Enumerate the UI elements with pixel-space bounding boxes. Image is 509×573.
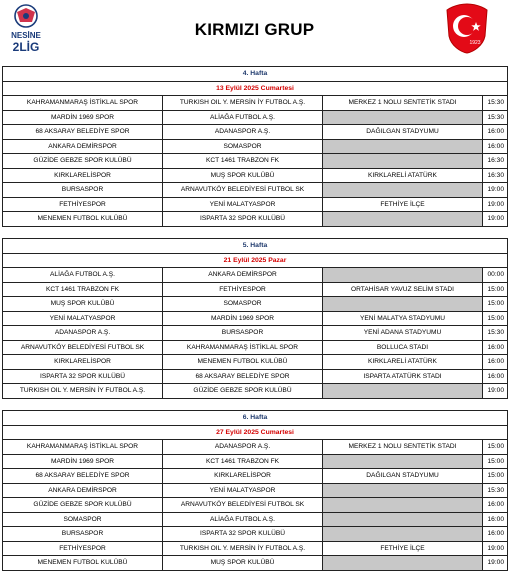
stadium: KIRKLARELİ ATATÜRK [323,168,483,183]
stadium: MERKEZ 1 NOLU SENTETİK STADI [323,440,483,455]
home-team: MUŞ SPOR KULÜBÜ [3,297,163,312]
fixture-table [2,66,508,227]
table-row [3,326,508,341]
home-team: ALİAĞA FUTBOL A.Ş. [3,268,163,283]
home-team: KCT 1461 TRABZON FK [3,282,163,297]
away-team: MUŞ SPOR KULÜBÜ [163,556,323,571]
table-row [3,541,508,556]
away-team: YENİ MALATYASPOR [163,483,323,498]
home-team: MARDİN 1969 SPOR [3,454,163,469]
stadium: ORTAHİSAR YAVUZ SELİM STADI [323,282,483,297]
away-team: ADANASPOR A.Ş. [163,125,323,140]
stadium: KIRKLARELİ ATATÜRK [323,355,483,370]
table-row [3,369,508,384]
away-team: MENEMEN FUTBOL KULÜBÜ [163,355,323,370]
stadium: DAĞILGAN STADYUMU [323,469,483,484]
match-time: 00:00 [483,268,508,283]
home-team: ADANASPOR A.Ş. [3,326,163,341]
match-time: 19:00 [483,197,508,212]
match-time: 15:30 [483,110,508,125]
logo-line2: 2LİG [12,40,40,54]
table-row [3,197,508,212]
home-team: BURSASPOR [3,183,163,198]
table-row [3,297,508,312]
stadium [323,454,483,469]
away-team: MUŞ SPOR KULÜBÜ [163,168,323,183]
match-time: 19:00 [483,212,508,227]
stadium [323,483,483,498]
match-time: 15:30 [483,96,508,111]
fixture-table [2,410,508,571]
home-team: 68 AKSARAY BELEDİYE SPOR [3,469,163,484]
home-team: KAHRAMANMARAŞ İSTİKLAL SPOR [3,96,163,111]
home-team: ANKARA DEMİRSPOR [3,139,163,154]
match-time: 15:00 [483,454,508,469]
table-row [3,183,508,198]
stadium [323,154,483,169]
stadium: BOLLUCA STADI [323,340,483,355]
table-row [3,96,508,111]
home-team: ISPARTA 32 SPOR KULÜBÜ [3,369,163,384]
home-team: GÜZİDE GEBZE SPOR KULÜBÜ [3,498,163,513]
home-team: MENEMEN FUTBOL KULÜBÜ [3,556,163,571]
stadium: FETHİYE İLÇE [323,541,483,556]
match-time: 16:30 [483,154,508,169]
match-time: 19:00 [483,384,508,399]
week-label: 4. Hafta [3,67,508,82]
away-team: KAHRAMANMARAŞ İSTİKLAL SPOR [163,340,323,355]
table-row [3,527,508,542]
week-date: 27 Eylül 2025 Cumartesi [3,425,508,440]
stadium [323,183,483,198]
away-team: BURSASPOR [163,326,323,341]
week-section-3 [2,410,507,571]
stadium [323,498,483,513]
match-time: 16:00 [483,369,508,384]
table-row [3,355,508,370]
turkish-football-federation-crest-icon [445,2,489,54]
away-team: MARDİN 1969 SPOR [163,311,323,326]
logo-line1: NESİNE [11,31,41,40]
away-team: ISPARTA 32 SPOR KULÜBÜ [163,527,323,542]
stadium [323,212,483,227]
stadium [323,110,483,125]
fixture-table [2,238,508,399]
away-team: YENİ MALATYASPOR [163,197,323,212]
page-title: KIRMIZI GRUP [194,20,315,39]
week-label: 5. Hafta [3,239,508,254]
home-team: FETHİYESPOR [3,541,163,556]
stadium [323,297,483,312]
home-team: TURKISH OIL Y. MERSİN İY FUTBOL A.Ş. [3,384,163,399]
stadium [323,384,483,399]
home-team: ANKARA DEMİRSPOR [3,483,163,498]
home-team: 68 AKSARAY BELEDİYE SPOR [3,125,163,140]
page-header [0,0,509,62]
home-team: BURSASPOR [3,527,163,542]
stadium: FETHİYE İLÇE [323,197,483,212]
week-section-2 [2,238,507,399]
home-team: KIRKLARELİSPOR [3,355,163,370]
match-time: 16:30 [483,168,508,183]
away-team: ANKARA DEMİRSPOR [163,268,323,283]
match-time: 16:00 [483,125,508,140]
home-team: MENEMEN FUTBOL KULÜBÜ [3,212,163,227]
stadium: ISPARTA ATATÜRK STADI [323,369,483,384]
table-row [3,498,508,513]
match-time: 15:00 [483,311,508,326]
table-row [3,154,508,169]
week-section-1 [2,66,507,227]
week-date: 21 Eylül 2025 Pazar [3,253,508,268]
home-team: YENİ MALATYASPOR [3,311,163,326]
crest-year: 1923 [469,40,481,46]
stadium: MERKEZ 1 NOLU SENTETİK STADI [323,96,483,111]
match-time: 15:30 [483,326,508,341]
home-team: KIRKLARELİSPOR [3,168,163,183]
match-time: 19:00 [483,541,508,556]
match-time: 16:00 [483,340,508,355]
away-team: FETHİYESPOR [163,282,323,297]
away-team: 68 AKSARAY BELEDİYE SPOR [163,369,323,384]
match-time: 15:30 [483,483,508,498]
home-team: MARDİN 1969 SPOR [3,110,163,125]
stadium [323,512,483,527]
away-team: KCT 1461 TRABZON FK [163,154,323,169]
table-row [3,110,508,125]
away-team: ADANASPOR A.Ş. [163,440,323,455]
table-row [3,282,508,297]
match-time: 19:00 [483,556,508,571]
table-row [3,483,508,498]
away-team: GÜZİDE GEBZE SPOR KULÜBÜ [163,384,323,399]
match-time: 15:00 [483,469,508,484]
away-team: TURKISH OIL Y. MERSİN İY FUTBOL A.Ş. [163,96,323,111]
away-team: TURKISH OIL Y. MERSİN İY FUTBOL A.Ş. [163,541,323,556]
match-time: 16:00 [483,498,508,513]
stadium [323,556,483,571]
table-row [3,384,508,399]
week-label: 6. Hafta [3,411,508,426]
stadium: YENİ MALATYA STADYUMU [323,311,483,326]
week-date: 13 Eylül 2025 Cumartesi [3,81,508,96]
stadium [323,268,483,283]
away-team: ALİAĞA FUTBOL A.Ş. [163,512,323,527]
match-time: 15:00 [483,282,508,297]
stadium: DAĞILGAN STADYUMU [323,125,483,140]
table-row [3,340,508,355]
home-team: KAHRAMANMARAŞ İSTİKLAL SPOR [3,440,163,455]
match-time: 16:00 [483,512,508,527]
away-team: KCT 1461 TRABZON FK [163,454,323,469]
table-row [3,512,508,527]
match-time: 15:00 [483,297,508,312]
match-time: 15:00 [483,440,508,455]
away-team: ALİAĞA FUTBOL A.Ş. [163,110,323,125]
away-team: ARNAVUTKÖY BELEDİYESİ FUTBOL SK [163,498,323,513]
table-row [3,311,508,326]
home-team: SOMASPOR [3,512,163,527]
table-row [3,268,508,283]
table-row [3,469,508,484]
home-team: ARNAVUTKÖY BELEDİYESİ FUTBOL SK [3,340,163,355]
table-row [3,139,508,154]
away-team: KIRKLARELİSPOR [163,469,323,484]
table-row [3,125,508,140]
stadium [323,527,483,542]
table-row [3,440,508,455]
match-time: 16:00 [483,527,508,542]
away-team: ISPARTA 32 SPOR KULÜBÜ [163,212,323,227]
match-time: 16:00 [483,355,508,370]
table-row [3,212,508,227]
stadium: YENİ ADANA STADYUMU [323,326,483,341]
home-team: GÜZİDE GEBZE SPOR KULÜBÜ [3,154,163,169]
table-row [3,168,508,183]
home-team: FETHİYESPOR [3,197,163,212]
away-team: SOMASPOR [163,139,323,154]
away-team: ARNAVUTKÖY BELEDİYESİ FUTBOL SK [163,183,323,198]
away-team: SOMASPOR [163,297,323,312]
table-row [3,556,508,571]
match-time: 16:00 [483,139,508,154]
table-row [3,454,508,469]
stadium [323,139,483,154]
match-time: 19:00 [483,183,508,198]
